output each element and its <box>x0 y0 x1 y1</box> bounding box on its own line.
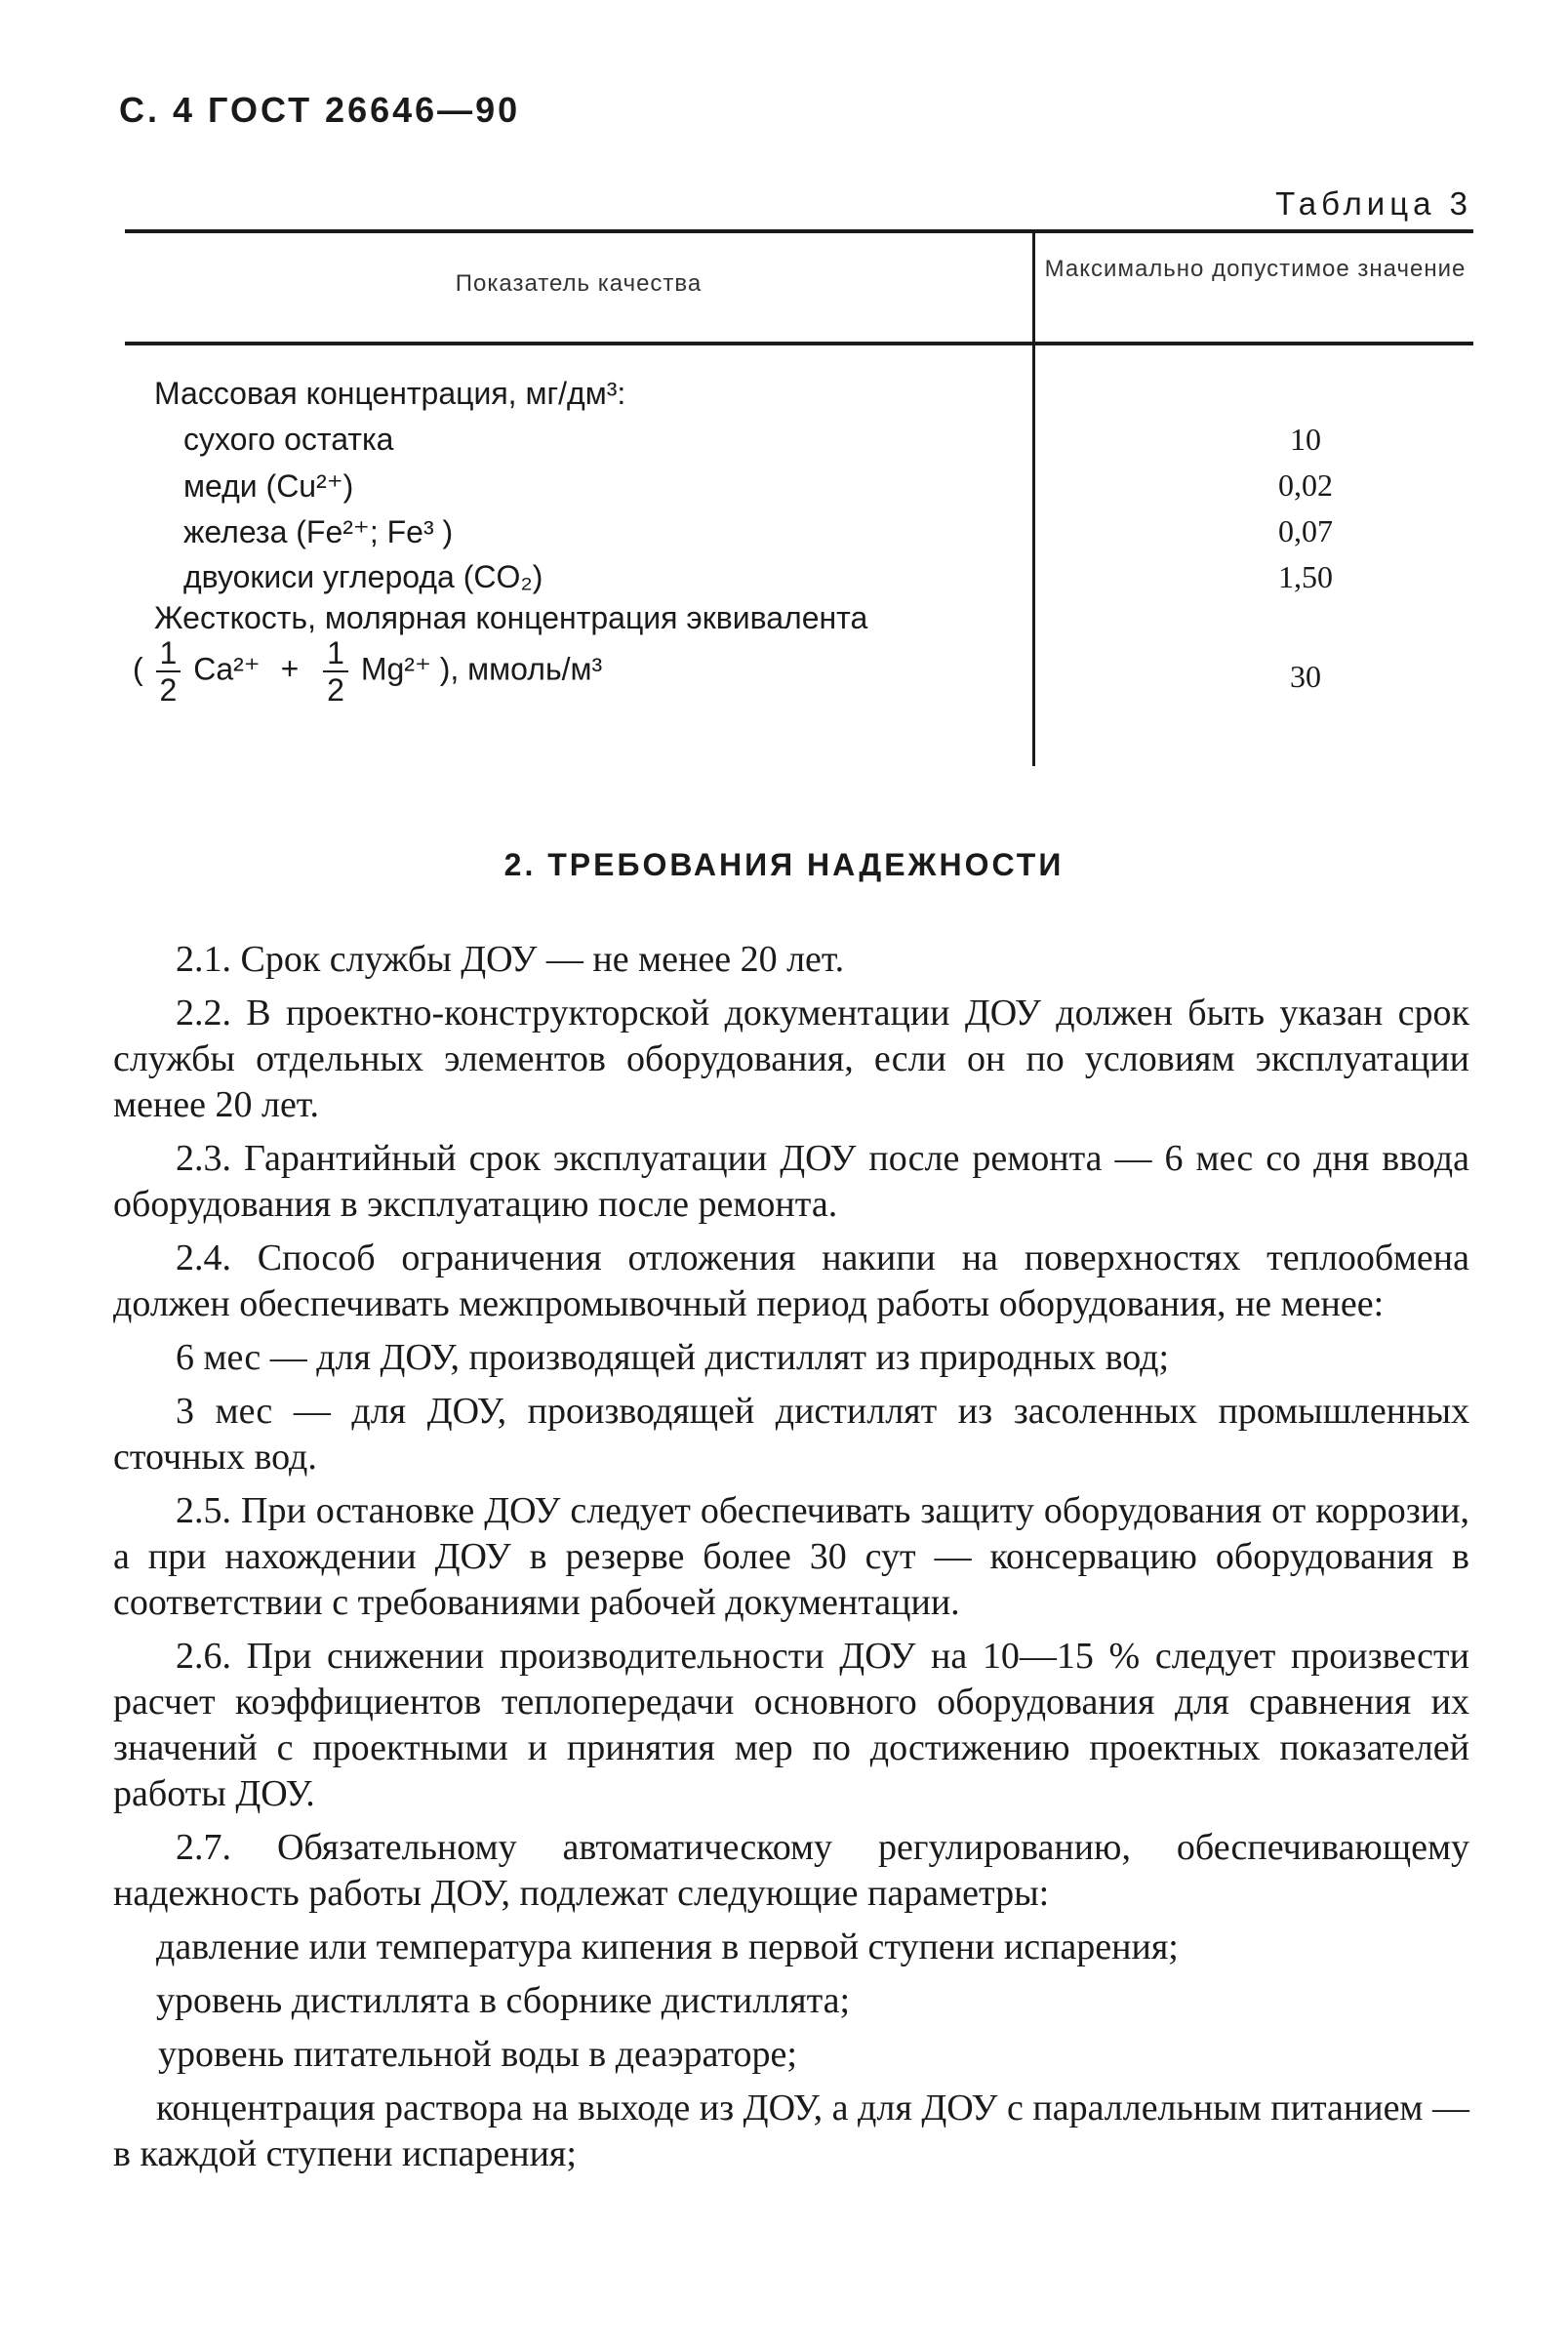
table-row-label: железа (Fe²⁺; Fe³ ) <box>183 514 454 549</box>
paragraph-2-7-item-1: давление или температура кипения в первой ступени испарения; <box>156 1926 1179 1967</box>
group-label-mass-concentration: Массовая концентрация, мг/дм³: <box>154 376 626 411</box>
section-body <box>113 937 1469 2185</box>
fraction-one-half-ca <box>156 637 181 706</box>
paragraph-2-4-item-2: 3 мес — для ДОУ, производящей дистиллят из засоленных промышленных сточных вод. <box>113 1391 1469 1478</box>
paragraph-2-6: 2.6. При снижении производительности ДОУ на 10—15 % следует произвести расчет коэффициентов теплопередачи основного оборудования для сравнения их значений с проектными и принятия мер по достижению проектных показателей работы ДОУ. <box>113 1636 1469 1814</box>
hardness-formula <box>133 637 602 706</box>
fraction-one-half-mg <box>323 637 348 706</box>
formula-open-paren: ( <box>133 651 143 687</box>
fraction-numerator: 1 <box>156 637 181 672</box>
column-header-indicator: Показатель качества <box>455 270 703 297</box>
table-row-value: 1,50 <box>1278 559 1333 594</box>
hardness-label: Жесткость, молярная концентрация эквивалента <box>154 600 868 635</box>
paragraph-2-5: 2.5. При остановке ДОУ следует обеспечивать защиту оборудования от коррозии, а при нахождении ДОУ в резерве более 30 сут — консервацию оборудования в соответствии с требованиями рабочей документации. <box>113 1490 1469 1623</box>
hardness-value: 30 <box>1290 659 1321 694</box>
table-row-value: 0,02 <box>1278 467 1333 503</box>
table-label: Таблица 3 <box>1275 185 1472 222</box>
paragraph-2-7-item-2: уровень дистиллята в сборнике дистиллята; <box>156 1980 851 2021</box>
ion-magnesium: Mg²⁺ <box>360 651 431 687</box>
table-row-label: двуокиси углерода (CO₂) <box>183 559 543 594</box>
table-row-value: 0,07 <box>1278 513 1333 548</box>
ion-calcium: Ca²⁺ <box>193 651 261 687</box>
formula-close-units: ), ммоль/м³ <box>439 651 603 687</box>
paragraph-2-7-item-4: концентрация раствора на выходе из ДОУ, а для ДОУ с параллельным питанием — в каждой ступени испарения; <box>113 2088 1469 2174</box>
paragraph-2-4-item-1: 6 мес — для ДОУ, производящей дистиллят из природных вод; <box>176 1337 1170 1378</box>
fraction-denominator: 2 <box>327 672 344 708</box>
section-title: 2. ТРЕБОВАНИЯ НАДЕЖНОСТИ <box>503 847 1065 882</box>
table-row-value: 10 <box>1290 422 1321 457</box>
fraction-numerator: 1 <box>323 637 348 672</box>
table-column-divider <box>1032 233 1035 766</box>
column-header-max-value: Максимально допустимое значение <box>1044 256 1467 282</box>
formula-plus: + <box>280 651 300 687</box>
paragraph-2-7: 2.7. Обязательному автоматическому регулированию, обеспечивающему надежность работы ДОУ, подлежат следующие параметры: <box>113 1827 1469 1914</box>
paragraph-2-3: 2.3. Гарантийный срок эксплуатации ДОУ после ремонта — 6 мес со дня ввода оборудования в эксплуатацию после ремонта. <box>113 1138 1469 1225</box>
quality-table <box>125 229 1473 766</box>
paragraph-2-7-item-3: уровень питательной воды в деаэраторе; <box>158 2034 797 2075</box>
fraction-denominator: 2 <box>159 672 178 708</box>
table-row-label: меди (Cu²⁺) <box>183 468 354 504</box>
paragraph-2-2: 2.2. В проектно-конструкторской документации ДОУ должен быть указан срок службы отдельных элементов оборудования, если он по условиям эксплуатации менее 20 лет. <box>113 993 1469 1125</box>
paragraph-2-1: 2.1. Срок службы ДОУ — не менее 20 лет. <box>176 939 845 980</box>
table-top-rule <box>125 229 1473 233</box>
page-header: С. 4 ГОСТ 26646—90 <box>119 90 521 130</box>
paragraph-2-4: 2.4. Способ ограничения отложения накипи на поверхностях теплообмена должен обеспечивать межпромывочный период работы оборудования, не менее: <box>113 1237 1469 1324</box>
table-header-rule <box>125 342 1473 345</box>
table-row-label: сухого остатка <box>183 422 394 457</box>
